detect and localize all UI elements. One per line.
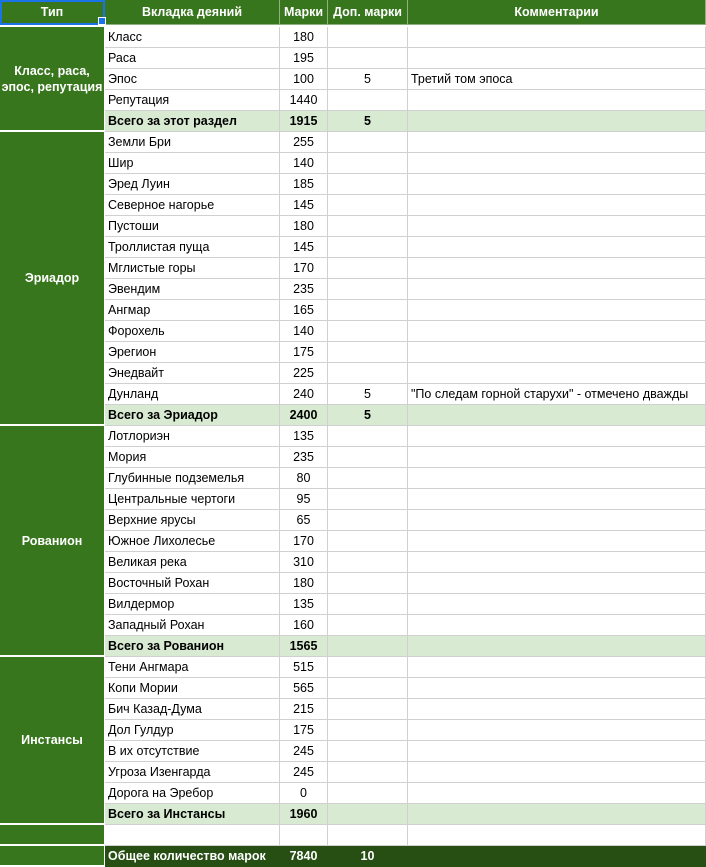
- row-comment[interactable]: [408, 321, 706, 342]
- section-type-label[interactable]: Класс, раса, эпос, репутация: [0, 27, 105, 132]
- row-comment[interactable]: [408, 132, 706, 153]
- row-marks[interactable]: 310: [280, 552, 328, 573]
- row-comment[interactable]: [408, 468, 706, 489]
- row-comment[interactable]: [408, 48, 706, 69]
- row-name[interactable]: В их отсутствие: [105, 741, 280, 762]
- row-comment[interactable]: [408, 510, 706, 531]
- row-name[interactable]: Эред Луин: [105, 174, 280, 195]
- row-name[interactable]: Копи Мории: [105, 678, 280, 699]
- subtotal-comment[interactable]: [408, 804, 706, 825]
- empty-cell[interactable]: [328, 825, 408, 846]
- row-comment[interactable]: "По следам горной старухи" - отмечено дважды: [408, 384, 706, 405]
- row-comment[interactable]: [408, 678, 706, 699]
- row-comment[interactable]: [408, 657, 706, 678]
- subtotal-label[interactable]: Всего за этот раздел: [105, 111, 280, 132]
- row-name[interactable]: Тени Ангмара: [105, 657, 280, 678]
- row-extra-marks[interactable]: [328, 342, 408, 363]
- row-name[interactable]: Мглистые горы: [105, 258, 280, 279]
- row-extra-marks[interactable]: [328, 552, 408, 573]
- row-marks[interactable]: 170: [280, 258, 328, 279]
- row-comment[interactable]: [408, 489, 706, 510]
- row-extra-marks[interactable]: [328, 783, 408, 804]
- row-extra-marks[interactable]: [328, 678, 408, 699]
- row-name[interactable]: Эрегион: [105, 342, 280, 363]
- row-name[interactable]: Южное Лихолесье: [105, 531, 280, 552]
- row-marks[interactable]: 135: [280, 594, 328, 615]
- row-comment[interactable]: [408, 552, 706, 573]
- row-name[interactable]: Дол Гулдур: [105, 720, 280, 741]
- row-marks[interactable]: 175: [280, 342, 328, 363]
- section-type-label[interactable]: Рованион: [0, 426, 105, 657]
- row-name[interactable]: Великая река: [105, 552, 280, 573]
- row-name[interactable]: Вилдермор: [105, 594, 280, 615]
- subtotal-marks[interactable]: 1565: [280, 636, 328, 657]
- row-marks[interactable]: 245: [280, 762, 328, 783]
- row-extra-marks[interactable]: [328, 447, 408, 468]
- subtotal-comment[interactable]: [408, 111, 706, 132]
- row-extra-marks[interactable]: 5: [328, 384, 408, 405]
- row-marks[interactable]: 235: [280, 279, 328, 300]
- row-name[interactable]: Эвендим: [105, 279, 280, 300]
- row-marks[interactable]: 95: [280, 489, 328, 510]
- row-comment[interactable]: [408, 90, 706, 111]
- row-comment[interactable]: [408, 615, 706, 636]
- row-comment[interactable]: [408, 342, 706, 363]
- subtotal-extra-marks[interactable]: [328, 804, 408, 825]
- subtotal-extra-marks[interactable]: 5: [328, 405, 408, 426]
- row-name[interactable]: Ангмар: [105, 300, 280, 321]
- row-comment[interactable]: [408, 783, 706, 804]
- row-marks[interactable]: 145: [280, 237, 328, 258]
- row-extra-marks[interactable]: [328, 258, 408, 279]
- subtotal-extra-marks[interactable]: [328, 636, 408, 657]
- subtotal-marks[interactable]: 1915: [280, 111, 328, 132]
- row-name[interactable]: Мория: [105, 447, 280, 468]
- subtotal-label[interactable]: Всего за Инстансы: [105, 804, 280, 825]
- row-marks[interactable]: 175: [280, 720, 328, 741]
- subtotal-comment[interactable]: [408, 405, 706, 426]
- row-name[interactable]: Троллистая пуща: [105, 237, 280, 258]
- header-comments[interactable]: Комментарии: [408, 0, 706, 25]
- row-marks[interactable]: 160: [280, 615, 328, 636]
- row-extra-marks[interactable]: [328, 174, 408, 195]
- row-comment[interactable]: [408, 195, 706, 216]
- row-name[interactable]: Восточный Рохан: [105, 573, 280, 594]
- row-name[interactable]: Лотлориэн: [105, 426, 280, 447]
- row-extra-marks[interactable]: [328, 237, 408, 258]
- grand-total-comment[interactable]: [408, 846, 706, 867]
- row-extra-marks[interactable]: [328, 531, 408, 552]
- row-extra-marks[interactable]: [328, 153, 408, 174]
- row-marks[interactable]: 100: [280, 69, 328, 90]
- row-extra-marks[interactable]: [328, 321, 408, 342]
- row-marks[interactable]: 135: [280, 426, 328, 447]
- header-tab[interactable]: Вкладка деяний: [105, 0, 280, 25]
- grand-total-extra-marks[interactable]: 10: [328, 846, 408, 867]
- empty-cell[interactable]: [408, 825, 706, 846]
- row-comment[interactable]: [408, 447, 706, 468]
- row-marks[interactable]: 255: [280, 132, 328, 153]
- grand-total-marks[interactable]: 7840: [280, 846, 328, 867]
- row-extra-marks[interactable]: [328, 27, 408, 48]
- row-extra-marks[interactable]: [328, 615, 408, 636]
- row-marks[interactable]: 240: [280, 384, 328, 405]
- row-name[interactable]: Дунланд: [105, 384, 280, 405]
- row-extra-marks[interactable]: [328, 720, 408, 741]
- row-marks[interactable]: 1440: [280, 90, 328, 111]
- row-name[interactable]: Северное нагорье: [105, 195, 280, 216]
- row-extra-marks[interactable]: 5: [328, 69, 408, 90]
- row-name[interactable]: Западный Рохан: [105, 615, 280, 636]
- empty-cell[interactable]: [105, 825, 280, 846]
- row-comment[interactable]: [408, 300, 706, 321]
- row-name[interactable]: Угроза Изенгарда: [105, 762, 280, 783]
- row-extra-marks[interactable]: [328, 741, 408, 762]
- row-comment[interactable]: [408, 237, 706, 258]
- subtotal-label[interactable]: Всего за Эриадор: [105, 405, 280, 426]
- row-marks[interactable]: 80: [280, 468, 328, 489]
- row-extra-marks[interactable]: [328, 510, 408, 531]
- row-extra-marks[interactable]: [328, 594, 408, 615]
- row-comment[interactable]: [408, 153, 706, 174]
- row-marks[interactable]: 145: [280, 195, 328, 216]
- subtotal-marks[interactable]: 2400: [280, 405, 328, 426]
- header-marks[interactable]: Марки: [280, 0, 328, 25]
- subtotal-extra-marks[interactable]: 5: [328, 111, 408, 132]
- row-name[interactable]: Бич Казад-Дума: [105, 699, 280, 720]
- row-extra-marks[interactable]: [328, 195, 408, 216]
- row-name[interactable]: Шир: [105, 153, 280, 174]
- row-comment[interactable]: [408, 258, 706, 279]
- row-name[interactable]: Верхние ярусы: [105, 510, 280, 531]
- section-type-label[interactable]: Инстансы: [0, 657, 105, 825]
- row-comment[interactable]: [408, 174, 706, 195]
- row-comment[interactable]: [408, 216, 706, 237]
- row-extra-marks[interactable]: [328, 468, 408, 489]
- row-comment[interactable]: [408, 741, 706, 762]
- row-extra-marks[interactable]: [328, 657, 408, 678]
- row-comment[interactable]: [408, 762, 706, 783]
- row-marks[interactable]: 565: [280, 678, 328, 699]
- row-marks[interactable]: 140: [280, 153, 328, 174]
- row-name[interactable]: Центральные чертоги: [105, 489, 280, 510]
- row-comment[interactable]: [408, 426, 706, 447]
- row-marks[interactable]: 180: [280, 27, 328, 48]
- row-comment[interactable]: [408, 279, 706, 300]
- row-extra-marks[interactable]: [328, 132, 408, 153]
- row-marks[interactable]: 185: [280, 174, 328, 195]
- row-extra-marks[interactable]: [328, 216, 408, 237]
- row-name[interactable]: Раса: [105, 48, 280, 69]
- row-marks[interactable]: 140: [280, 321, 328, 342]
- row-name[interactable]: Пустоши: [105, 216, 280, 237]
- row-marks[interactable]: 0: [280, 783, 328, 804]
- selection-fill-handle[interactable]: [98, 17, 106, 25]
- row-extra-marks[interactable]: [328, 363, 408, 384]
- row-name[interactable]: Дорога на Эребор: [105, 783, 280, 804]
- row-marks[interactable]: 235: [280, 447, 328, 468]
- grand-total-label[interactable]: Общее количество марок: [105, 846, 280, 867]
- row-extra-marks[interactable]: [328, 48, 408, 69]
- row-extra-marks[interactable]: [328, 426, 408, 447]
- row-name[interactable]: Эпос: [105, 69, 280, 90]
- empty-type-cell[interactable]: [0, 825, 105, 846]
- row-extra-marks[interactable]: [328, 489, 408, 510]
- section-type-label[interactable]: Эриадор: [0, 132, 105, 426]
- row-extra-marks[interactable]: [328, 300, 408, 321]
- subtotal-comment[interactable]: [408, 636, 706, 657]
- header-type[interactable]: Тип: [0, 0, 105, 25]
- row-comment[interactable]: [408, 573, 706, 594]
- row-marks[interactable]: 195: [280, 48, 328, 69]
- total-type-cell[interactable]: [0, 846, 105, 867]
- row-marks[interactable]: 215: [280, 699, 328, 720]
- row-comment[interactable]: [408, 699, 706, 720]
- row-marks[interactable]: 180: [280, 216, 328, 237]
- row-extra-marks[interactable]: [328, 573, 408, 594]
- subtotal-marks[interactable]: 1960: [280, 804, 328, 825]
- row-comment[interactable]: [408, 531, 706, 552]
- row-name[interactable]: Форохель: [105, 321, 280, 342]
- row-marks[interactable]: 170: [280, 531, 328, 552]
- row-extra-marks[interactable]: [328, 699, 408, 720]
- row-comment[interactable]: [408, 720, 706, 741]
- empty-cell[interactable]: [280, 825, 328, 846]
- row-extra-marks[interactable]: [328, 90, 408, 111]
- row-extra-marks[interactable]: [328, 762, 408, 783]
- row-marks[interactable]: 245: [280, 741, 328, 762]
- row-name[interactable]: Энедвайт: [105, 363, 280, 384]
- row-comment[interactable]: [408, 27, 706, 48]
- row-comment[interactable]: Третий том эпоса: [408, 69, 706, 90]
- row-name[interactable]: Класс: [105, 27, 280, 48]
- row-marks[interactable]: 225: [280, 363, 328, 384]
- row-marks[interactable]: 165: [280, 300, 328, 321]
- row-name[interactable]: Глубинные подземелья: [105, 468, 280, 489]
- subtotal-label[interactable]: Всего за Рованион: [105, 636, 280, 657]
- row-marks[interactable]: 180: [280, 573, 328, 594]
- row-comment[interactable]: [408, 363, 706, 384]
- header-extra-marks[interactable]: Доп. марки: [328, 0, 408, 25]
- row-name[interactable]: Земли Бри: [105, 132, 280, 153]
- row-marks[interactable]: 65: [280, 510, 328, 531]
- row-extra-marks[interactable]: [328, 279, 408, 300]
- row-marks[interactable]: 515: [280, 657, 328, 678]
- row-name[interactable]: Репутация: [105, 90, 280, 111]
- row-comment[interactable]: [408, 594, 706, 615]
